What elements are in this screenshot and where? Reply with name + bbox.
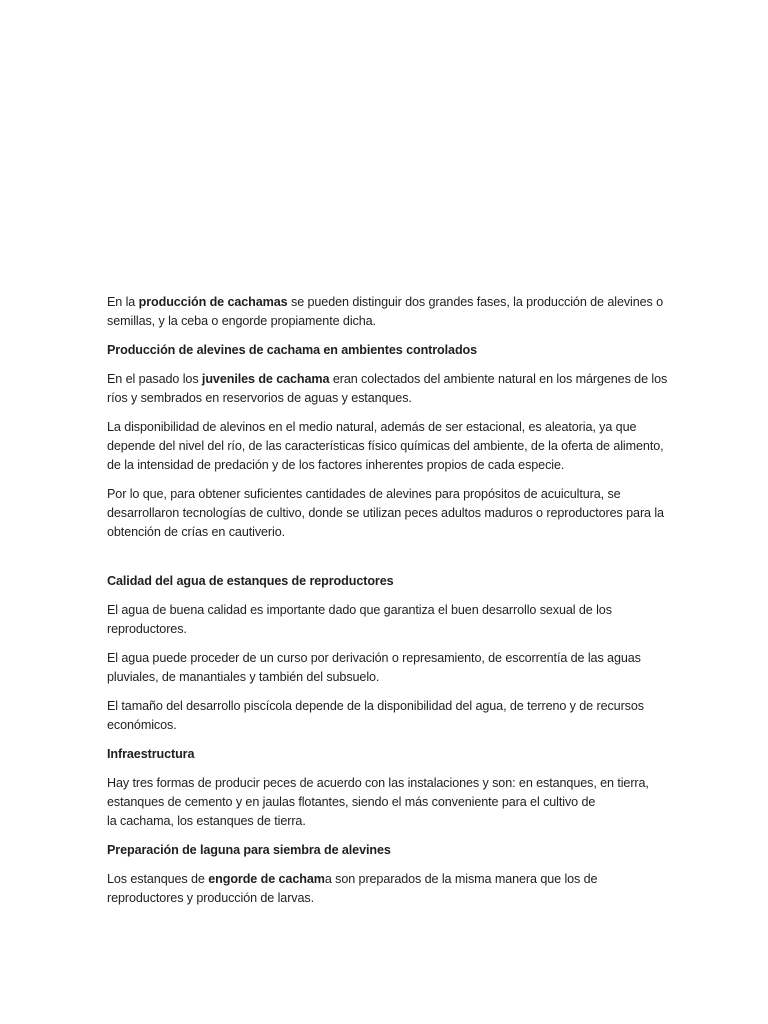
intro-text-pre: En la	[107, 295, 139, 309]
paragraph-water-good-quality: El agua de buena calidad es importante dado que garantiza el buen desarrollo sexual de los reproductores.	[107, 603, 612, 636]
juveniles-text-post: eran colectados del ambiente natural en los márgenes de los ríos y sembrados en reservorios de aguas y estanques.	[107, 372, 668, 405]
paragraph-development-size: El tamaño del desarrollo piscícola depende de la disponibilidad del agua, de terreno y de recursos económicos.	[107, 699, 644, 732]
paragraph-production-forms	[107, 774, 668, 831]
production-forms-line2: la cachama, los estanques de tierra.	[107, 814, 306, 828]
paragraph-juveniles	[107, 370, 668, 408]
juveniles-text-bold: juveniles de cachama	[201, 372, 330, 386]
heading-pond-preparation: Preparación de laguna para siembra de alevines	[107, 843, 391, 857]
paragraph-water-sources: El agua puede proceder de un curso por derivación o represamiento, de escorrentía de las aguas pluviales, de manantiales y también del subsuelo.	[107, 651, 641, 684]
fattening-text-pre: Los estanques de	[107, 872, 209, 886]
intro-paragraph	[107, 293, 668, 331]
heading-infrastructure: Infraestructura	[107, 747, 195, 761]
paragraph-availability: La disponibilidad de alevinos en el medio natural, además de ser estacional, es aleatoria, ya que depende del nivel del río, de las características físico químicas del ambiente, de la oferta de alimento, de la intensidad de predación y de los factores inherentes propios de cada especie.	[107, 420, 664, 472]
paragraph-technologies: Por lo que, para obtener suficientes cantidades de alevines para propósitos de acuicultura, se desarrollaron tecnologías de cultivo, donde se utilizan peces adultos maduros o reproductores para la obtención de crías en cautiverio.	[107, 487, 664, 539]
paragraph-fattening-ponds	[107, 870, 668, 908]
fattening-text-bold: engorde de cacham	[208, 872, 325, 886]
heading-alevines-production: Producción de alevines de cachama en ambientes controlados	[107, 343, 478, 357]
heading-water-quality: Calidad del agua de estanques de reproductores	[107, 574, 394, 588]
intro-text-bold: producción de cachamas	[138, 295, 288, 309]
production-forms-line1: Hay tres formas de producir peces de acuerdo con las instalaciones y son: en estanques, en tierra, estanques de cemento y en jaulas flotantes, siendo el más conveniente para el cultivo de	[107, 776, 649, 809]
fattening-text-post: a son preparados de la misma manera que los de reproductores y producción de larvas.	[107, 872, 598, 905]
juveniles-text-pre: En el pasado los	[107, 372, 202, 386]
intro-text-post: se pueden distinguir dos grandes fases, la producción de alevines o semillas, y la ceba o engorde propiamente dicha.	[107, 295, 664, 328]
